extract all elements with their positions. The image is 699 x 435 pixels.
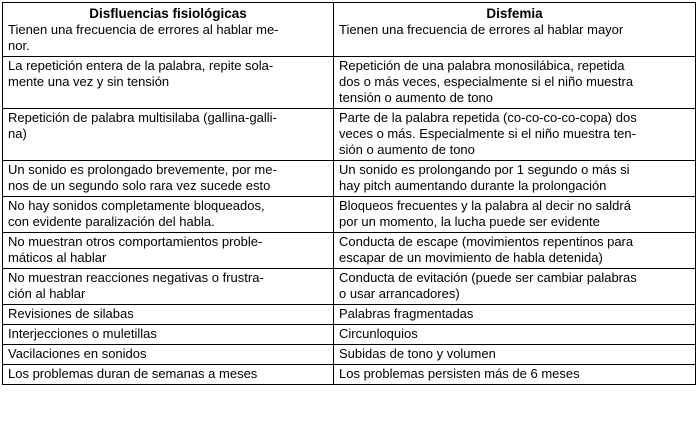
- cell-disfluencias-fisiologicas: No muestran reacciones negativas o frustra- ción al hablar: [3, 269, 334, 305]
- table-row: [3, 305, 696, 325]
- table-body: [3, 22, 696, 385]
- table-row: [3, 345, 696, 365]
- cell-disfluencias-fisiologicas: La repetición entera de la palabra, repite sola- mente una vez y sin tensión: [3, 57, 334, 109]
- comparison-table: [2, 2, 696, 385]
- cell-disfemia: Un sonido es prolongando por 1 segundo o más si hay pitch aumentando durante la prolongación: [334, 161, 696, 197]
- header-disfluencias-fisiologicas: Disfluencias fisiológicas: [3, 3, 334, 23]
- cell-disfemia: Parte de la palabra repetida (co-co-co-co-copa) dos veces o más. Especialmente si el niño muestra ten- sión o aumento de tono: [334, 109, 696, 161]
- cell-disfemia: Palabras fragmentadas: [334, 305, 696, 325]
- cell-disfluencias-fisiologicas: Vacilaciones en sonidos: [3, 345, 334, 365]
- table-header-row: [3, 3, 696, 23]
- cell-disfemia: Conducta de escape (movimientos repentinos para escapar de un movimiento de habla detenida): [334, 233, 696, 269]
- cell-disfluencias-fisiologicas: Interjecciones o muletillas: [3, 325, 334, 345]
- cell-disfemia: Tienen una frecuencia de errores al hablar mayor: [334, 22, 696, 57]
- cell-disfluencias-fisiologicas: Los problemas duran de semanas a meses: [3, 365, 334, 385]
- header-disfemia: Disfemia: [334, 3, 696, 23]
- cell-disfemia: Los problemas persisten más de 6 meses: [334, 365, 696, 385]
- cell-disfemia: Repetición de una palabra monosilábica, repetida dos o más veces, especialmente si el niño muestra tensión o aumento de tono: [334, 57, 696, 109]
- cell-disfemia: Bloqueos frecuentes y la palabra al decir no saldrá por un momento, la lucha puede ser evidente: [334, 197, 696, 233]
- cell-disfemia: Conducta de evitación (puede ser cambiar palabras o usar arrancadores): [334, 269, 696, 305]
- table-row: [3, 197, 696, 233]
- table-row: [3, 269, 696, 305]
- table-row: [3, 233, 696, 269]
- cell-disfluencias-fisiologicas: Tienen una frecuencia de errores al hablar me- nor.: [3, 22, 334, 57]
- cell-disfluencias-fisiologicas: No hay sonidos completamente bloqueados, con evidente paralización del habla.: [3, 197, 334, 233]
- cell-disfluencias-fisiologicas: Un sonido es prolongado brevemente, por me- nos de un segundo solo rara vez sucede esto: [3, 161, 334, 197]
- table-row: [3, 161, 696, 197]
- cell-disfluencias-fisiologicas: No muestran otros comportamientos proble- máticos al hablar: [3, 233, 334, 269]
- table-row: [3, 365, 696, 385]
- cell-disfluencias-fisiologicas: Revisiones de silabas: [3, 305, 334, 325]
- table-row: [3, 22, 696, 57]
- table-row: [3, 109, 696, 161]
- table-row: [3, 57, 696, 109]
- cell-disfemia: Circunloquios: [334, 325, 696, 345]
- table-row: [3, 325, 696, 345]
- cell-disfemia: Subidas de tono y volumen: [334, 345, 696, 365]
- cell-disfluencias-fisiologicas: Repetición de palabra multisilaba (gallina-galli- na): [3, 109, 334, 161]
